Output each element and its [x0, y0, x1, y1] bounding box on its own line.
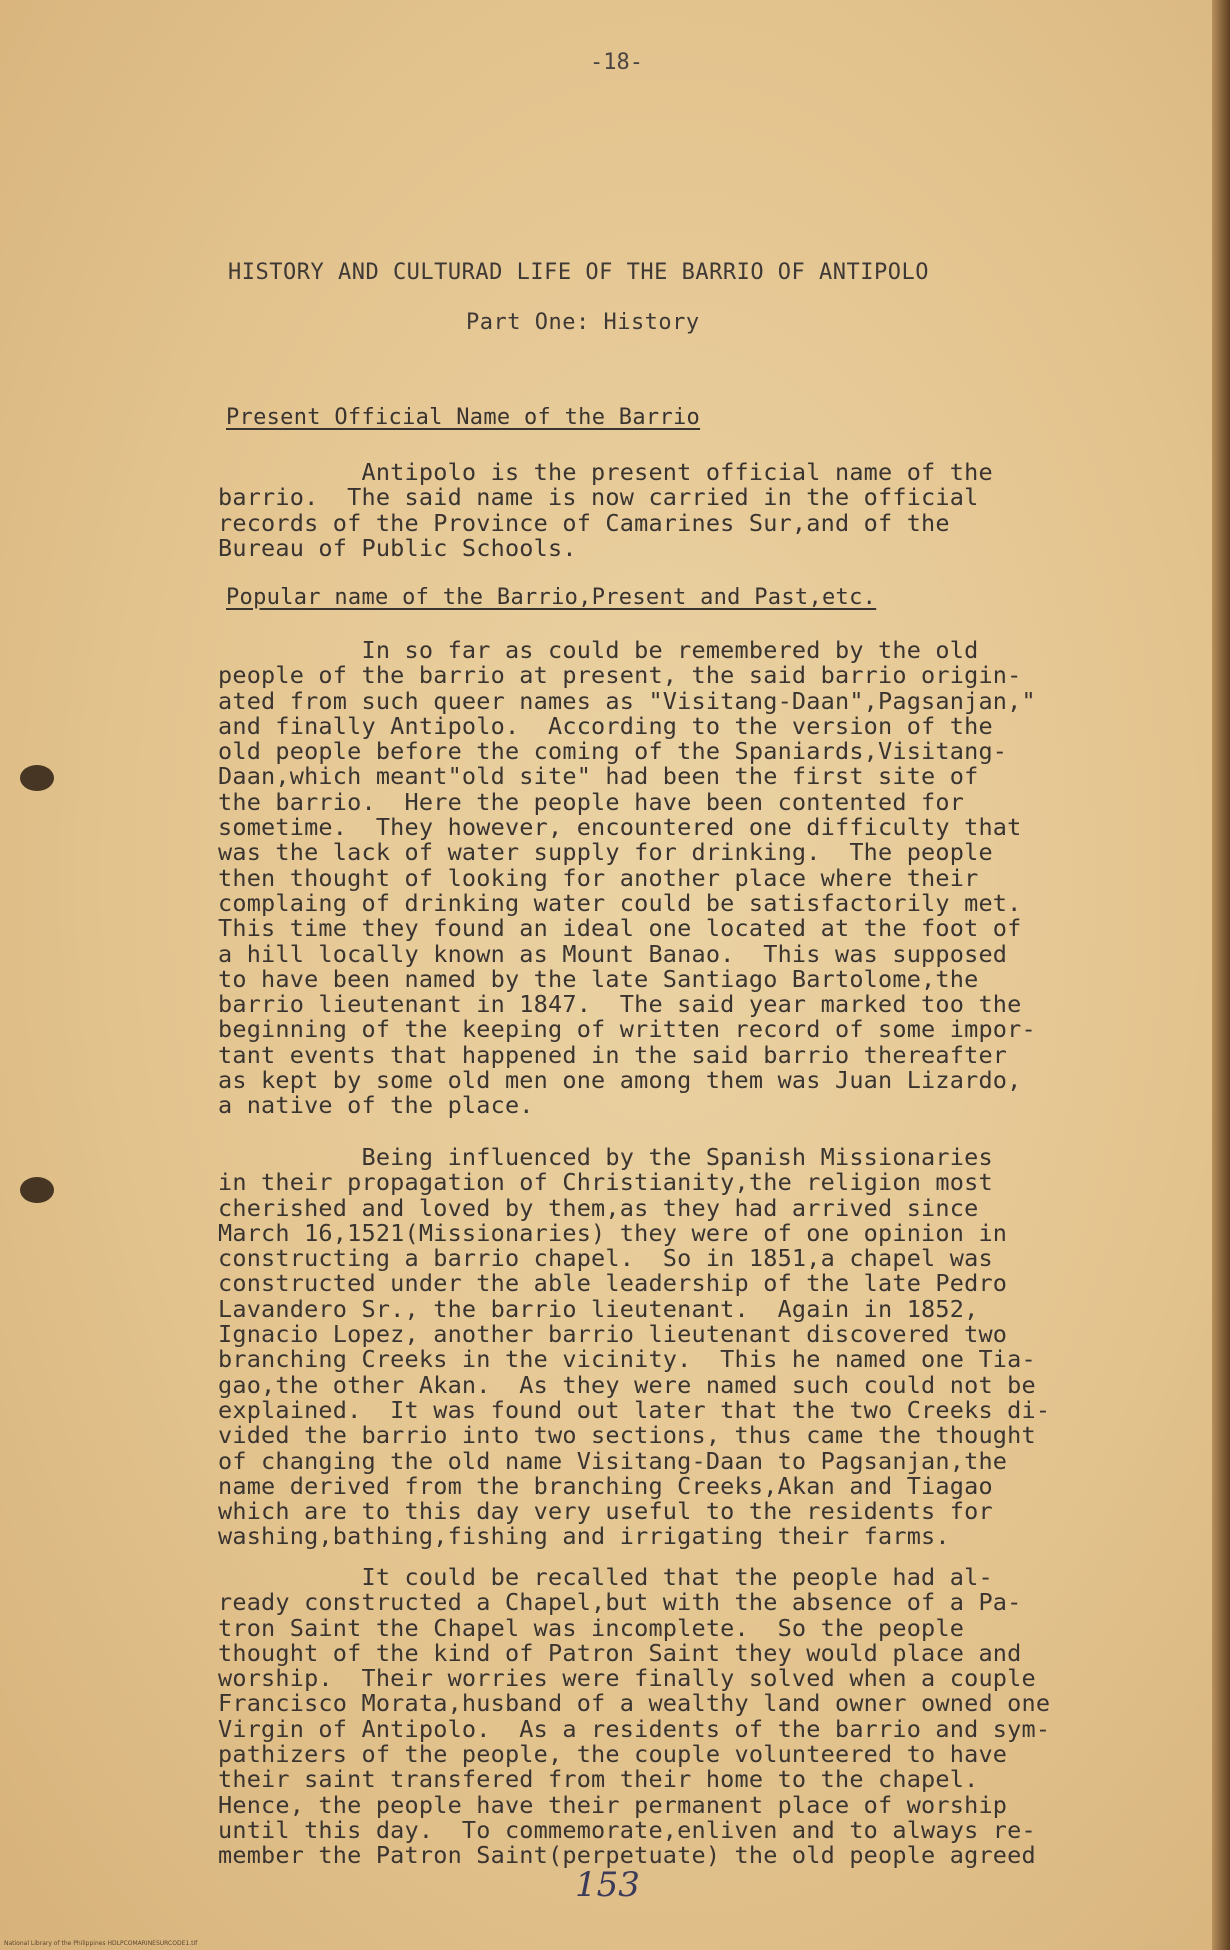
section-heading-official-name: Present Official Name of the Barrio [226, 405, 701, 430]
book-spine-edge [1212, 0, 1230, 1950]
document-title: HISTORY AND CULTURAD LIFE OF THE BARRIO OF ANTIPOLO [228, 260, 930, 285]
page-number: -18- [590, 50, 643, 75]
document-subtitle: Part One: History [466, 310, 700, 335]
paragraph-popular-name: In so far as could be remembered by the old people of the barrio at present, the said barrio origin- ated from such queer names as "Visitang-Daan",Pagsanjan," and finally Antipolo. According to the version of the old people before the coming of the Spaniards,Visitang- Daan,which meant"old site" had been the first site of the barrio. Here the people have been contented for sometime. They however, encountered one difficulty that was the lack of water supply for drinking. The people then thought of looking for another place where their complaing of drinking water could be satisfactorily met. This time they found an ideal one located at the foot of a hill locally known as Mount Banao. This was supposed to have been named by the late Santiago Bartolome,the barrio lieutenant in 1847. The said year marked too the beginning of the keeping of written record of some impor- tant events that happened in the said barrio thereafter as kept by some old men one among them was Juan Lizardo, a native of the place. [218, 636, 1036, 1120]
paragraph-patron-saint: It could be recalled that the people had al- ready constructed a Chapel,but with the absence of a Pa- tron Saint the Chapel was incomplete. So the people thought of the kind of Patron Saint they would place and worship. Their worries were finally solved when a couple Francisco Morata,husband of a wealthy land owner owned one Virgin of Antipolo. As a residents of the barrio and sym- pathizers of the people, the couple volunteered to have their saint transfered from their home to the chapel. Hence, the people have their permanent place of worship until this day. To commemorate,enliven and to always re- member the Patron Saint(perpetuate) the old people agreed [218, 1563, 1051, 1870]
binding-hole [20, 765, 54, 791]
binding-hole [20, 1177, 54, 1203]
paragraph-official-name: Antipolo is the present official name of the barrio. The said name is now carried in the official records of the Province of Camarines Sur,and of the Bureau of Public Schools. [218, 458, 993, 562]
handwritten-page-number: 153 [575, 1865, 640, 1905]
scan-footer: National Library of the Philippines HDLPCOMARINESURCODE1.tif [4, 1940, 198, 1947]
section-heading-popular-name: Popular name of the Barrio,Present and Past,etc. [226, 585, 877, 610]
paragraph-chapel-construction: Being influenced by the Spanish Missionaries in their propagation of Christianity,the religion most cherished and loved by them,as they had arrived since March 16,1521(Missionaries) they were of one opinion in constructing a barrio chapel. So in 1851,a chapel was constructed under the able leadership of the late Pedro Lavandero Sr., the barrio lieutenant. Again in 1852, Ignacio Lopez, another barrio lieutenant discovered two branching Creeks in the vicinity. This he named one Tia- gao,the other Akan. As they were named such could not be explained. It was found out later that the two Creeks di- vided the barrio into two sections, thus came the thought of changing the old name Visitang-Daan to Pagsanjan,the name derived from the branching Creeks,Akan and Tiagao which are to this day very useful to the residents for washing,bathing,fishing and irrigating their farms. [218, 1143, 1051, 1551]
